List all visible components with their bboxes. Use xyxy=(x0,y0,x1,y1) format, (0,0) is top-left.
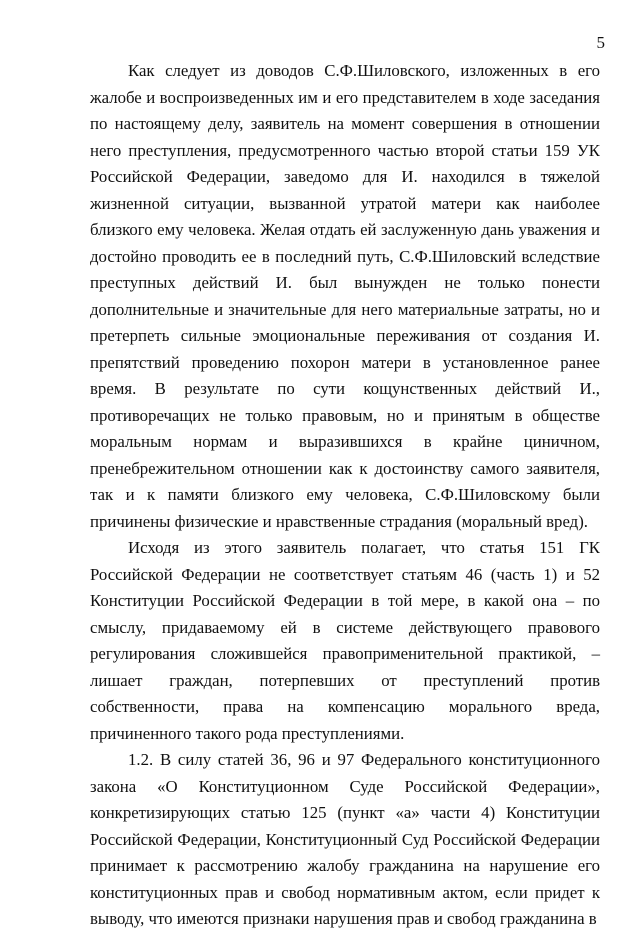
paragraph-2: Исходя из этого заявитель полагает, что статья 151 ГК Российской Федерации не соответствует статьям 46 (часть 1) и 52 Конституции Российской Федерации в той мере, в какой она – по смыслу, придаваемому ей в системе действующего правового регулирования сложившейся правоприменительной практикой, – лишает граждан, потерпевших от преступлений против собственности, права на компенсацию морального вреда, причиненного такого рода преступлениями. xyxy=(90,538,600,743)
page-number: 5 xyxy=(596,33,605,52)
paragraph-3: 1.2. В силу статей 36, 96 и 97 Федерального конституционного закона «О Конституционном Суде Российской Федерации», конкретизирующих статью 125 (пункт «а» части 4) Конституции Российской Федерации, Конституционный Суд Российской Федерации принимает к рассмотрению жалобу гражданина на нарушение его конституционных прав и свобод нормативным актом, если придет к выводу, что имеются признаки нарушения прав и свобод гражданина в xyxy=(90,750,600,928)
document-body xyxy=(90,58,600,933)
paragraph-1: Как следует из доводов С.Ф.Шиловского, изложенных в его жалобе и воспроизведенных им и его представителем в ходе заседания по настоящему делу, заявитель на момент совершения в отношении него преступления, предусмотренного частью второй статьи 159 УК Российской Федерации, заведомо для И. находился в тяжелой жизненной ситуации, вызванной утратой матери как наиболее близкого ему человека. Желая отдать ей заслуженную дань уважения и достойно проводить ее в последний путь, С.Ф.Шиловский вследствие преступных действий И. был вынужден не только понести дополнительные и значительные для него материальные затраты, но и претерпеть сильные эмоциональные переживания от создания И. препятствий проведению похорон матери в установленное ранее время. В результате по сути кощунственных действий И., противоречащих не только правовым, но и принятым в обществе моральным нормам и выразившихся в крайне циничном, пренебрежительном отношении как к достоинству самого заявителя, так и к памяти близкого ему человека, С.Ф.Шиловскому были причинены физические и нравственные страдания (моральный вред). xyxy=(90,61,600,531)
